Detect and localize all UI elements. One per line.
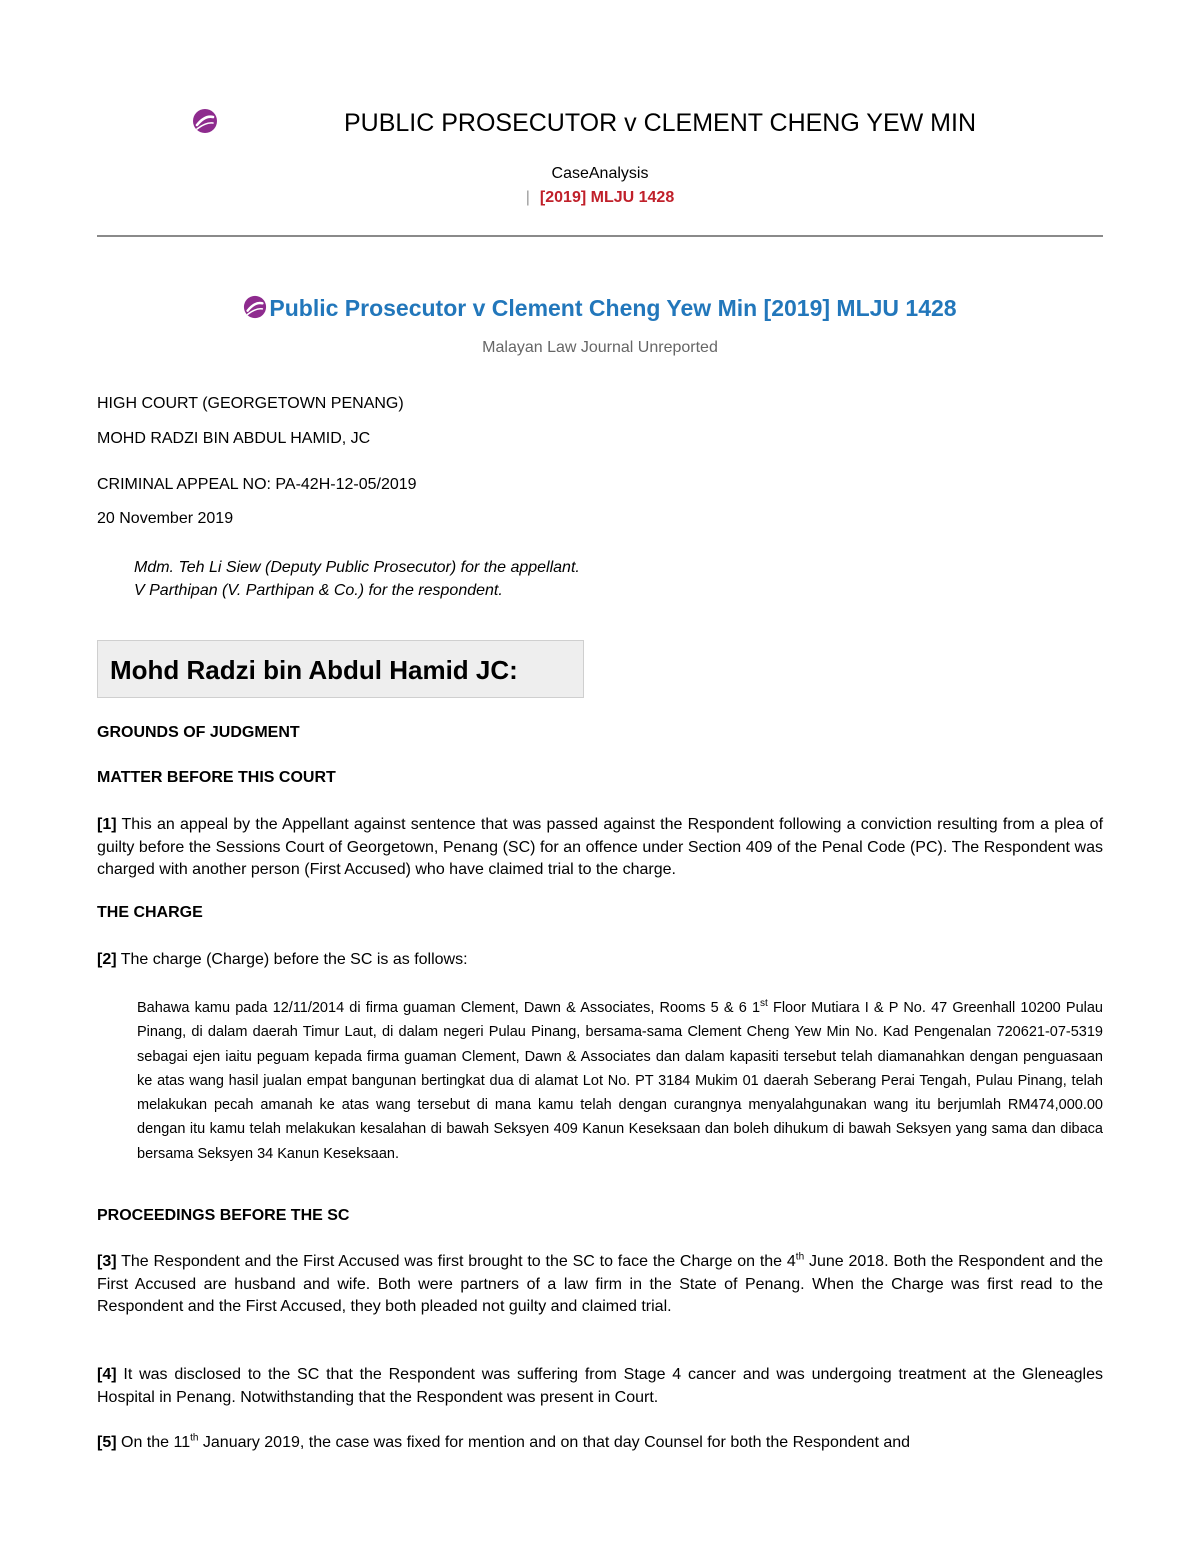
grounds-heading: GROUNDS OF JUDGMENT [97, 724, 300, 741]
paragraph-number: [2] [97, 951, 117, 968]
paragraph-3: [3] The Respondent and the First Accused was first brought to the SC to face the Charge on the 4th June 2018. Both the Respondent and the First Accused are husband and wife. Both were partners of a law firm in the State of Penang. When the Charge was first read to the Respondent and the First Accused, they both pleaded not guilty and claimed trial. [97, 1251, 1103, 1315]
counsel-list [134, 556, 580, 602]
paragraph-number: [4] [97, 1366, 117, 1383]
judgment-date: 20 November 2019 [97, 510, 234, 527]
judge-name: MOHD RADZI BIN ABDUL HAMID, JC [97, 430, 371, 447]
charge-heading: THE CHARGE [97, 904, 203, 921]
paragraph-number: [1] [97, 816, 117, 833]
document-subtitle: CaseAnalysis [551, 165, 649, 182]
paragraph-text: The charge (Charge) before the SC is as follows: [120, 951, 468, 968]
paragraph-text: This an appeal by the Appellant against sentence that was passed against the Respondent following a conviction resulting from a plea of guilty before the Sessions Court of Georgetown, Penang (SC) for an offence under Section 409 of the Penal Code (PC). The Respondent was charged with another person (First Accused) who have claimed trial to the charge. [97, 816, 1104, 878]
paragraph-number: [5] [97, 1434, 117, 1451]
paragraph-5: [5] On the 11th January 2019, the case was fixed for mention and on that day Counsel for both the Respondent and [97, 1432, 911, 1451]
paragraph-text: It was disclosed to the SC that the Respondent was suffering from Stage 4 cancer and was undergoing treatment at the Gleneagles Hospital in Penang. Notwithstanding that the Respondent was present in Court. [97, 1366, 1103, 1406]
document-title: PUBLIC PROSECUTOR v CLEMENT CHENG YEW MIN [343, 109, 977, 137]
judge-heading: Mohd Radzi bin Abdul Hamid JC: [97, 640, 584, 698]
citation-link[interactable]: [2019] MLJU 1428 [539, 189, 675, 206]
lexis-logo-icon [243, 295, 267, 319]
case-heading-text: Public Prosecutor v Clement Cheng Yew Min [2019] MLJU 1428 [269, 295, 957, 321]
paragraph-2 [97, 949, 1103, 972]
paragraph-1 [97, 814, 1103, 882]
divider [97, 235, 1103, 237]
counsel-appellant: Mdm. Teh Li Siew (Deputy Public Prosecutor) for the appellant. [134, 559, 580, 576]
charge-text: Bahawa kamu pada 12/11/2014 di firma guaman Clement, Dawn & Associates, Rooms 5 & 6 1st Floor Mutiara I & P No. 47 Greenhall 10200 Pulau Pinang, di dalam daerah Timur Laut, di dalam negeri Pulau Pinang, bersama-sama Clement Cheng Yew Min No. Kad Pengenalan 720621-07-5319 sebagai ejen iaitu peguam kepada firma guaman Clement, Dawn & Associates dan dalam kapasiti tersebut telah diamanahkan dengan penguasaan ke atas wang hasil jualan empat bangunan bertingkat dua di alamat Lot No. PT 3184 Mukim 01 daerah Seberang Perai Tengah, Pulau Pinang, telah melakukan pecah amanah ke atas wang tersebut di mana kamu telah dengan curangnya menyalahgunakan wang itu berjumlah RM474,000.00 dengan itu kamu telah melakukan kesalahan di bawah Seksyen 409 Kanun Keseksaan dan boleh dihukum di bawah Seksyen yang sama dan dibaca bersama Seksyen 34 Kanun Keseksaan. [137, 998, 1103, 1162]
journal-name: Malayan Law Journal Unreported [482, 339, 718, 356]
paragraph-4 [97, 1364, 1103, 1409]
proceedings-heading: PROCEEDINGS BEFORE THE SC [97, 1207, 350, 1224]
matter-heading: MATTER BEFORE THIS COURT [97, 769, 336, 786]
counsel-respondent: V Parthipan (V. Parthipan & Co.) for the respondent. [134, 582, 503, 599]
case-heading [0, 295, 1200, 322]
paragraph-number: [3] [97, 1253, 117, 1270]
court-name: HIGH COURT (GEORGETOWN PENANG) [97, 395, 404, 412]
separator: | [525, 189, 530, 206]
appeal-number: CRIMINAL APPEAL NO: PA-42H-12-05/2019 [97, 476, 417, 493]
citation-line [0, 189, 1200, 207]
